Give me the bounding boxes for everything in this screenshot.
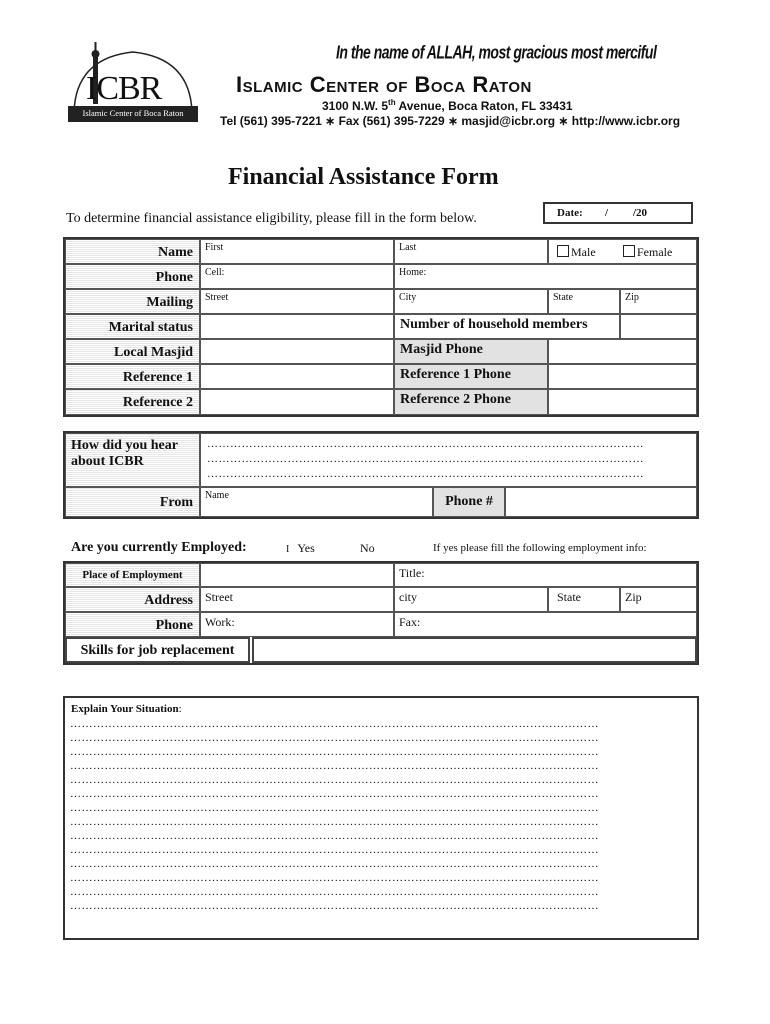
dotted-line: ………………………………………………………………………………………………………………………… [70,732,599,744]
name-label: Name [65,239,200,264]
street-field[interactable]: Street [200,289,394,314]
state-field[interactable]: State [548,289,620,314]
zip-field[interactable]: Zip [620,289,697,314]
form-intro: To determine financial assistance eligibility, please fill in the form below. [66,211,477,226]
dotted-line: ………………………………………………………………………………………………………………………… [70,802,599,814]
situation-label: Explain Your Situation: [71,703,182,715]
referrer-phone-field[interactable] [505,487,697,517]
local-masjid-label: Local Masjid [65,339,200,364]
employer-city-field[interactable]: city [394,587,548,612]
dotted-line: ………………………………………………………………………………………………………………………… [70,774,599,786]
reference-1-label: Reference 1 [65,364,200,389]
phone-label: Phone [65,264,200,289]
dotted-line: …………………………………………………………………………………………………… [207,453,644,465]
referrer-phone-label: Phone # [433,487,505,517]
employment-question: Are you currently Employed: [71,540,247,555]
reference-1-field[interactable] [200,364,394,389]
dotted-line: ………………………………………………………………………………………………………………………… [70,788,599,800]
job-title-field[interactable]: Title: [394,563,697,587]
place-of-employment-field[interactable] [200,563,394,587]
employer-zip-field[interactable]: Zip [620,587,697,612]
employer-address-label: Address [65,587,200,612]
reference-2-phone-field[interactable] [548,389,697,415]
marital-status-label: Marital status [65,314,200,339]
local-masjid-field[interactable] [200,339,394,364]
dotted-line: ………………………………………………………………………………………………………………………… [70,718,599,730]
gender-field [548,239,697,264]
employer-state-field[interactable]: State [548,587,620,612]
from-label: From [65,487,200,517]
reference-1-phone-field[interactable] [548,364,697,389]
referrer-name-field[interactable]: Name [200,487,433,517]
place-of-employment-label: Place of Employment [65,563,200,587]
masjid-phone-field[interactable] [548,339,697,364]
yes-option[interactable]: I Yes [286,541,315,555]
cell-phone-field[interactable]: Cell: [200,264,394,289]
org-address: 3100 N.W. 5th Avenue, Boca Raton, FL 33431 [322,98,573,113]
work-phone-field[interactable]: Work: [200,612,394,637]
how-did-you-hear-label: How did you hear about ICBR [65,433,200,487]
female-checkbox[interactable]: Female [623,245,672,260]
situation-text-area[interactable] [70,718,690,920]
dotted-line: ………………………………………………………………………………………………………………………… [70,872,599,884]
reference-2-phone-label: Reference 2 Phone [394,389,548,415]
dotted-line: ………………………………………………………………………………………………………………………… [70,900,599,912]
date-label: Date: [557,207,583,219]
employer-phone-label: Phone [65,612,200,637]
dotted-line: ………………………………………………………………………………………………………………………… [70,886,599,898]
home-phone-field[interactable]: Home: [394,264,697,289]
logo [66,40,200,126]
org-contact: Tel (561) 395-7221 ∗ Fax (561) 395-7229 ∗ masjid@icbr.org ∗ http://www.icbr.org [220,114,681,128]
date-box[interactable] [543,202,693,224]
logo-text: ICBR [86,70,162,107]
first-name-field[interactable]: First [200,239,394,264]
logo-caption: Islamic Center of Boca Raton [82,108,184,118]
reference-2-label: Reference 2 [65,389,200,415]
last-name-field[interactable]: Last [394,239,548,264]
household-members-field[interactable] [620,314,697,339]
skills-field[interactable] [252,637,697,663]
reference-2-field[interactable] [200,389,394,415]
dotted-line: …………………………………………………………………………………………………… [207,468,644,480]
yes-checkbox[interactable]: I [286,544,290,555]
dotted-line: ………………………………………………………………………………………………………………………… [70,760,599,772]
marital-status-field[interactable] [200,314,394,339]
date-year: /20 [633,207,648,219]
mailing-label: Mailing [65,289,200,314]
motto: In the name of ALLAH, most gracious most merciful [336,41,657,63]
household-members-label: Number of household members [394,314,620,339]
employment-note: If yes please fill the following employment info: [433,542,647,554]
city-field[interactable]: City [394,289,548,314]
date-sep: / [605,207,609,219]
dotted-line: ………………………………………………………………………………………………………………………… [70,746,599,758]
skills-label: Skills for job replacement [65,637,250,663]
dotted-line: ………………………………………………………………………………………………………………………… [70,830,599,842]
no-option[interactable]: No [360,541,375,555]
fax-field[interactable]: Fax: [394,612,697,637]
dotted-line: ………………………………………………………………………………………………………………………… [70,844,599,856]
reference-1-phone-label: Reference 1 Phone [394,364,548,389]
dotted-line: …………………………………………………………………………………………………… [207,438,644,450]
org-name: Islamic Center of Boca Raton [236,72,532,97]
form-title: Financial Assistance Form [228,164,499,190]
masjid-phone-label: Masjid Phone [394,339,548,364]
how-did-you-hear-field[interactable] [200,433,697,487]
dotted-line: ………………………………………………………………………………………………………………………… [70,858,599,870]
male-checkbox[interactable]: Male [557,245,596,260]
employer-street-field[interactable]: Street [200,587,394,612]
dotted-line: ………………………………………………………………………………………………………………………… [70,816,599,828]
